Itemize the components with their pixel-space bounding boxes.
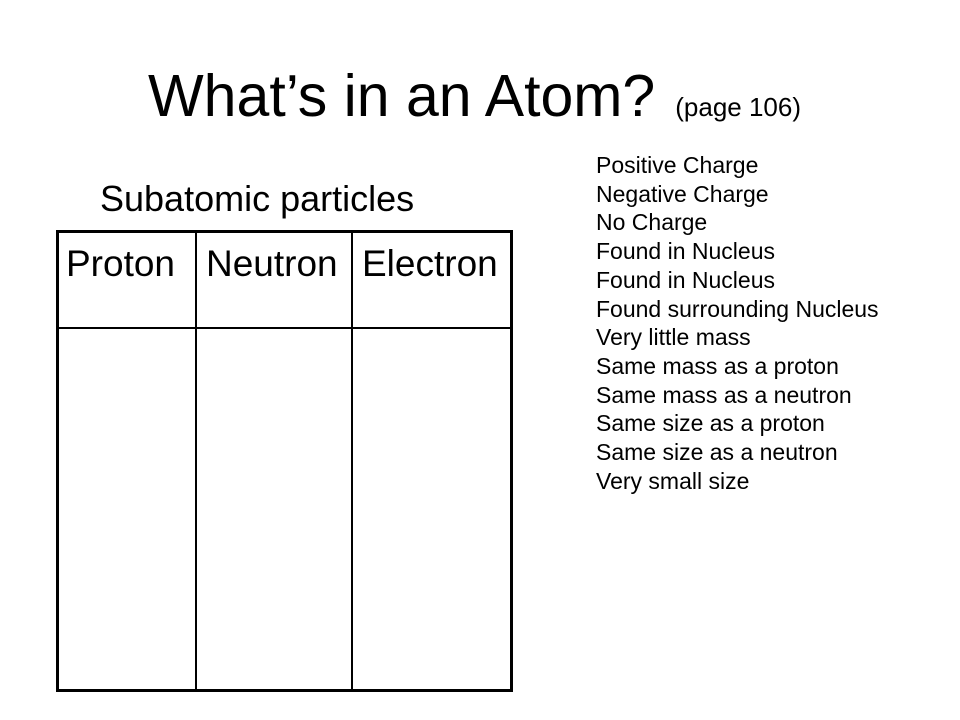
slide-subtitle: Subatomic particles — [100, 178, 415, 219]
table-header-neutron: Neutron — [197, 233, 353, 329]
table-cell-proton — [59, 329, 197, 689]
slide-title-row — [148, 63, 801, 129]
list-item: No Charge — [596, 209, 708, 236]
list-item: Found in Nucleus — [596, 266, 775, 293]
table-header-electron: Electron — [353, 233, 510, 329]
list-item: Same mass as a proton — [596, 352, 839, 379]
table-cell-electron — [353, 329, 510, 689]
list-item: Negative Charge — [596, 180, 769, 207]
list-item: Very little mass — [596, 324, 751, 351]
list-item: Found in Nucleus — [596, 238, 775, 265]
list-item: Same size as a proton — [596, 410, 825, 437]
table-cell-neutron — [197, 329, 353, 689]
particle-table — [56, 230, 513, 692]
list-item: Same mass as a neutron — [596, 381, 852, 408]
characteristics-list — [596, 151, 879, 495]
list-item: Found surrounding Nucleus — [596, 295, 879, 322]
list-item: Positive Charge — [596, 152, 759, 178]
list-item: Same size as a neutron — [596, 439, 838, 466]
slide-title: What’s in an Atom? — [148, 63, 656, 129]
list-item: Very small size — [596, 467, 750, 494]
table-header-proton: Proton — [59, 233, 197, 329]
page-reference: (page 106) — [675, 92, 801, 122]
